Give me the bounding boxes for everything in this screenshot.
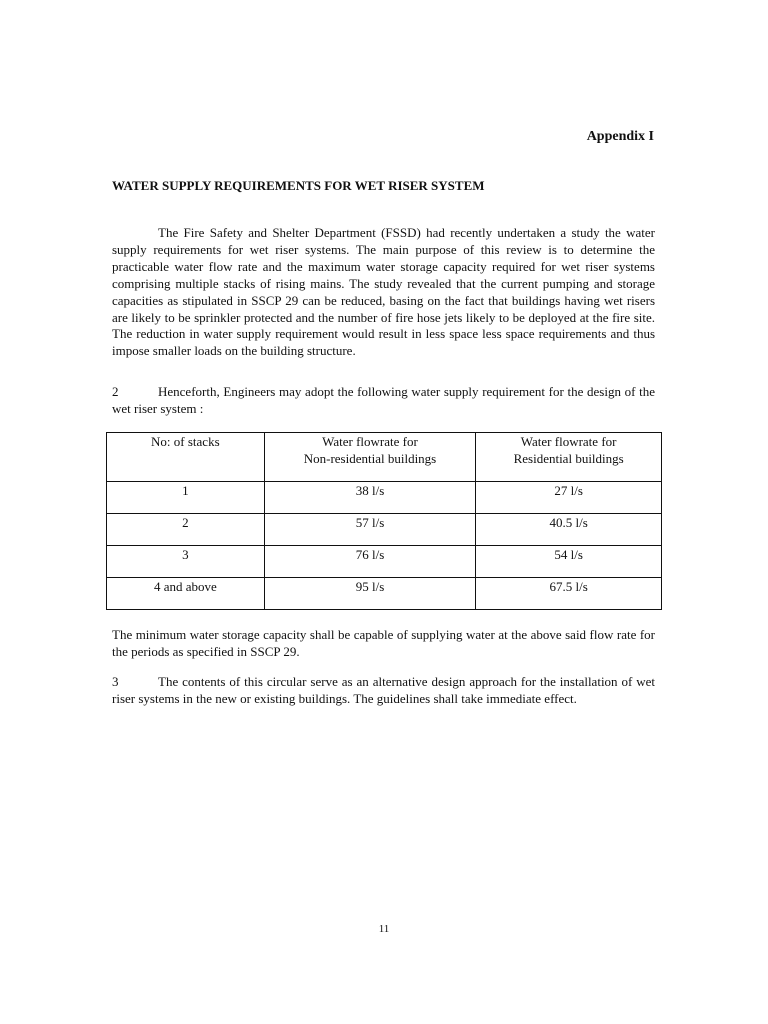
header-line: No: of stacks <box>151 434 220 449</box>
paragraph-intro: The Fire Safety and Shelter Department (FSSD) had recently undertaken a study the water supply requirements for wet riser systems. The main purpose of this review is to determine the practicable water flow rate and the maximum water storage capacity required for wet riser systems comprising multiple stacks of rising mains. The study revealed that the current pumping and storage capacities as stipulated in SSCP 29 can be reduced, basing on the fact that buildings having wet risers are likely to be sprinkler protected and the number of fire hose jets likely to be deployed at the fire site. The reduction in water supply requirement would result in less space less space requirements and thus impose smaller loads on the building structure. <box>112 225 655 359</box>
cell-stacks: 2 <box>107 514 265 546</box>
cell-residential: 40.5 l/s <box>476 514 662 546</box>
paragraph-3 <box>112 674 655 708</box>
document-title: WATER SUPPLY REQUIREMENTS FOR WET RISER SYSTEM <box>112 178 485 193</box>
header-line: Water flowrate for <box>322 434 418 449</box>
paragraph-2 <box>112 384 655 418</box>
table-row <box>107 482 662 514</box>
cell-non-residential: 76 l/s <box>264 546 476 578</box>
header-non-residential <box>264 433 476 482</box>
cell-non-residential: 38 l/s <box>264 482 476 514</box>
paragraph-text: Henceforth, Engineers may adopt the following water supply requirement for the design of the wet riser system : <box>112 384 655 416</box>
cell-residential: 27 l/s <box>476 482 662 514</box>
table-header-row <box>107 433 662 482</box>
appendix-label: Appendix I <box>586 129 654 144</box>
header-line: Water flowrate for <box>520 434 617 449</box>
paragraph-number: 3 <box>112 674 119 689</box>
cell-non-residential: 95 l/s <box>264 578 476 610</box>
table-row <box>107 514 662 546</box>
cell-residential: 67.5 l/s <box>476 578 662 610</box>
paragraph-text: The contents of this circular serve as an alternative design approach for the installation of wet riser systems in the new or existing buildings. The guidelines shall take immediate effect. <box>112 674 655 706</box>
header-line: Residential buildings <box>513 451 624 466</box>
header-residential <box>476 433 662 482</box>
page-number: 11 <box>378 923 390 935</box>
cell-stacks: 3 <box>107 546 265 578</box>
cell-non-residential: 57 l/s <box>264 514 476 546</box>
table-row <box>107 578 662 610</box>
header-line: Non-residential buildings <box>303 451 437 466</box>
table-row <box>107 546 662 578</box>
cell-stacks: 1 <box>107 482 265 514</box>
water-flowrate-table <box>106 432 662 610</box>
cell-residential: 54 l/s <box>476 546 662 578</box>
paragraph-number: 2 <box>112 384 119 399</box>
paragraph-min-storage: The minimum water storage capacity shall be capable of supplying water at the above said flow rate for the periods as specified in SSCP 29. <box>112 627 655 659</box>
header-stacks <box>107 433 265 482</box>
cell-stacks: 4 and above <box>107 578 265 610</box>
